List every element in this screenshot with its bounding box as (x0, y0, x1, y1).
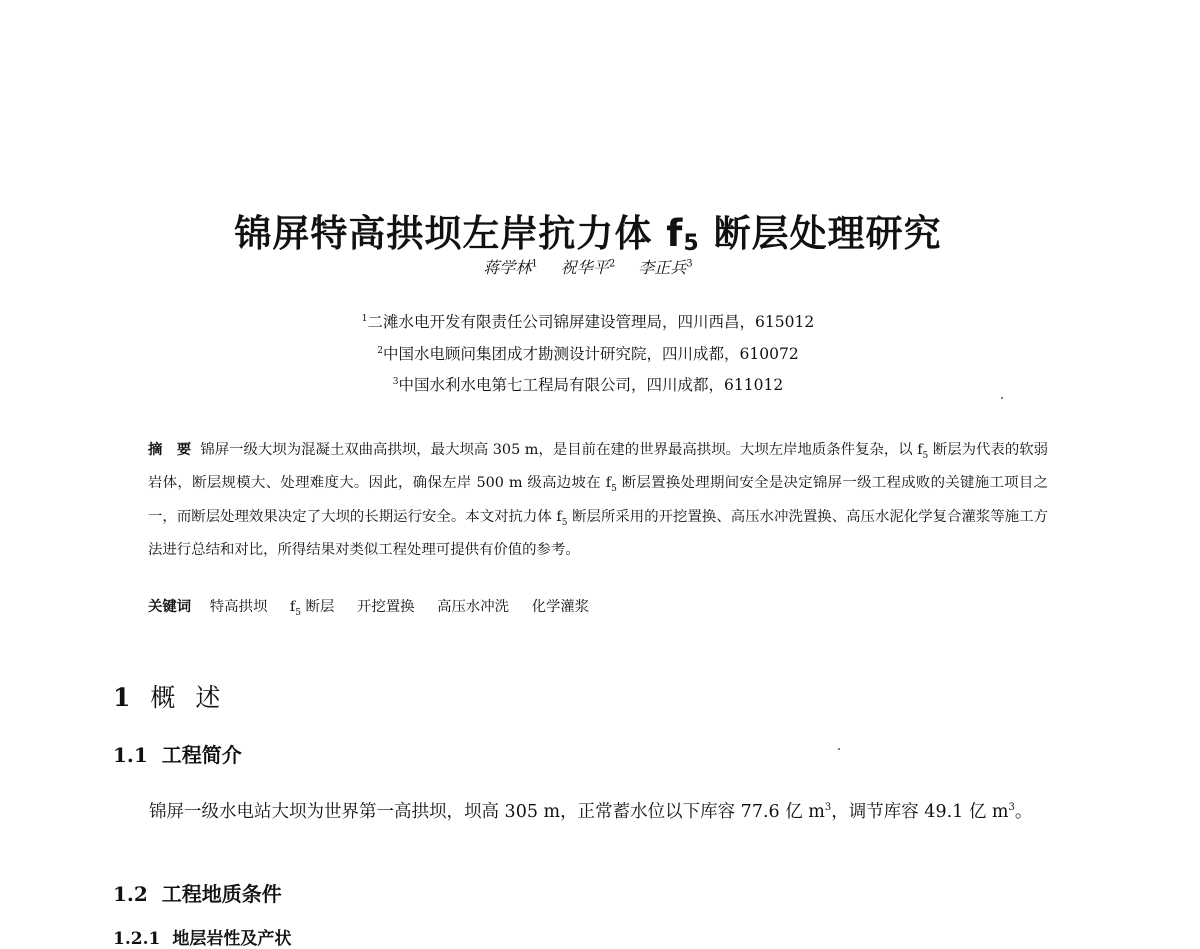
scan-speck (1001, 397, 1003, 399)
keywords (148, 595, 1048, 618)
author: 蒋学林$^1$ (483, 258, 538, 277)
keyword: 开挖置换 (356, 599, 415, 615)
abstract: 摘 要 锦屏一级大坝为混凝土双曲高拱坝，最大坝高 305 m，是目前在建的世界最高拱坝。大坝左岸地质条件复杂，以 $f_5$ 断层为代表的软弱岩体，断层规模大、处理难度大。因此，确保左岸 500 m 级高边坡在 $f_5$ 断层置换处理期间安全是决定锦屏一级工程成败的关键施工项目之一，而断层处理效果决定了大坝的长期运行安全。本文对抗力体 $f_5$ 断层所采用的开挖置换、高压水冲洗置换、高压水泥化学复合灌浆等施工方法进行总结和对比，所得结果对类似工程处理可提供有价值的参考。 (148, 442, 1049, 559)
body-paragraph: 锦屏一级水电站大坝为世界第一高拱坝，坝高 305 m，正常蓄水位以下库容 77.6 亿 $m^3$，调节库容 49.1 亿 $m^3$。 (149, 801, 1033, 822)
section-heading: 1 概述 (113, 683, 241, 712)
author: 李正兵$^3$ (638, 258, 693, 277)
subsection-heading: 1.1 工程简介 (113, 743, 242, 767)
affiliation: $^2$中国水电顾问集团成才勘测设计研究院，四川成都，610072 (377, 345, 799, 363)
keyword: 特高拱坝 (209, 599, 268, 615)
affiliation: $^3$中国水利水电第七工程局有限公司，四川成都，611012 (392, 376, 784, 394)
author: 祝华平$^2$ (560, 258, 616, 277)
subsubsection-heading: 1.2.1 地层岩性及产状 (113, 929, 292, 949)
keyword: 高压水冲洗 (437, 599, 510, 615)
paper-title: 锦屏特高拱坝左岸抗力体 $f_5$ 断层处理研究 (234, 211, 942, 256)
author-list (0, 255, 1176, 278)
keyword: $f_5$ 断层 (289, 599, 335, 618)
keywords-label: 关键词 (148, 599, 192, 615)
subsection-heading: 1.2 工程地质条件 (113, 882, 282, 906)
keyword: 化学灌浆 (531, 599, 590, 615)
affiliation: $^1$二滩水电开发有限责任公司锦屏建设管理局，四川西昌，615012 (361, 313, 815, 331)
abstract-label: 摘 要 (148, 442, 192, 458)
scan-speck (838, 748, 840, 750)
